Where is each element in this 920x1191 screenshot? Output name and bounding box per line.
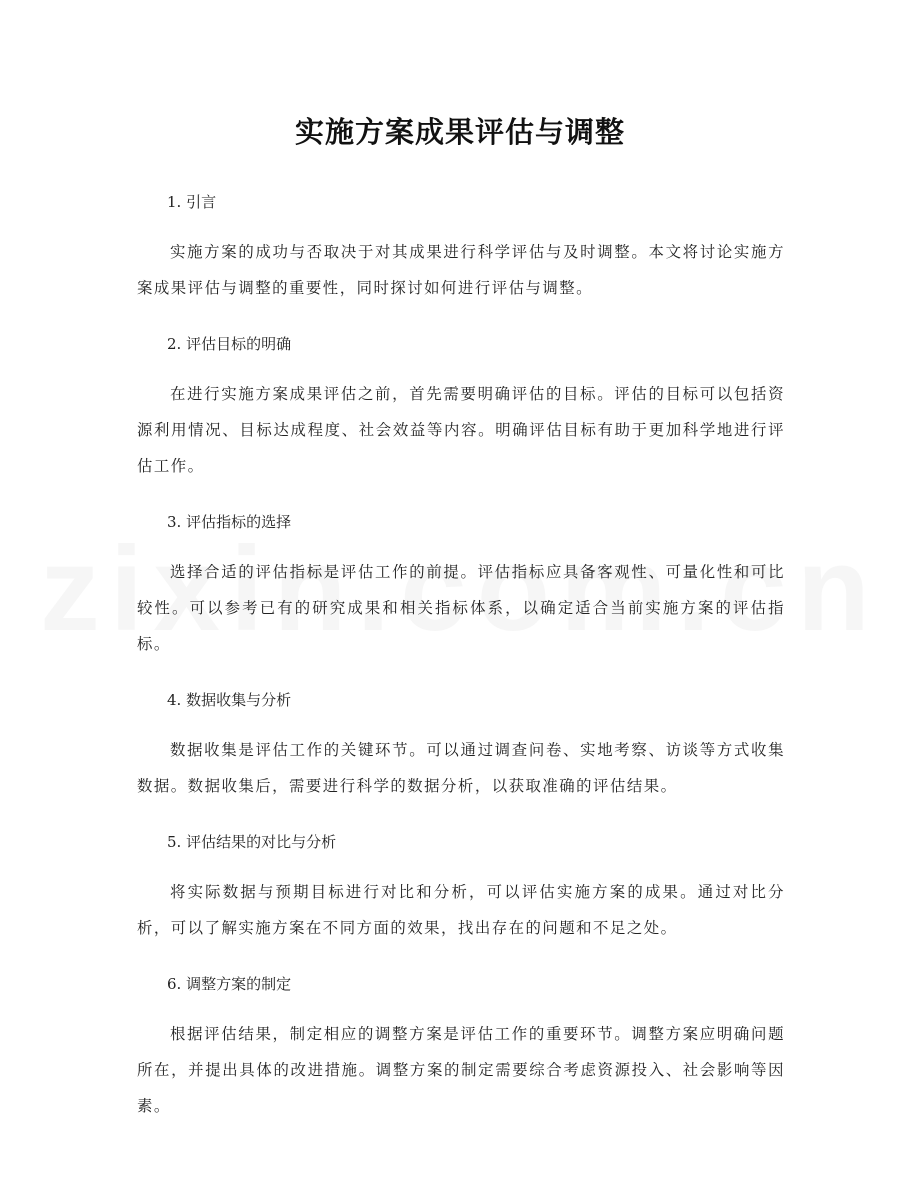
section-heading: 2. 评估目标的明确 [167, 335, 292, 353]
section-heading: 4. 数据收集与分析 [167, 691, 292, 709]
section-heading: 6. 调整方案的制定 [167, 975, 292, 993]
section-adjustment [137, 964, 785, 1124]
section-heading: 3. 评估指标的选择 [167, 513, 292, 531]
section-intro [137, 182, 785, 306]
section-paragraph: 选择合适的评估指标是评估工作的前提。评估指标应具备客观性、可量化性和可比较性。可以参考已有的研究成果和相关指标体系，以确定适合当前实施方案的评估指标。 [137, 563, 785, 653]
section-data [137, 680, 785, 804]
section-indicators [137, 502, 785, 662]
document-body [137, 182, 785, 1142]
section-paragraph: 数据收集是评估工作的关键环节。可以通过调查问卷、实地考察、访谈等方式收集数据。数据收集后，需要进行科学的数据分析，以获取准确的评估结果。 [137, 741, 785, 795]
section-goal [137, 324, 785, 484]
section-paragraph: 实施方案的成功与否取决于对其成果进行科学评估与及时调整。本文将讨论实施方案成果评估与调整的重要性，同时探讨如何进行评估与调整。 [137, 243, 785, 297]
section-heading: 1. 引言 [167, 193, 217, 211]
page-title: 实施方案成果评估与调整 [294, 115, 625, 149]
section-paragraph: 在进行实施方案成果评估之前，首先需要明确评估的目标。评估的目标可以包括资源利用情况、目标达成程度、社会效益等内容。明确评估目标有助于更加科学地进行评估工作。 [137, 385, 785, 475]
section-comparison [137, 822, 785, 946]
section-paragraph: 将实际数据与预期目标进行对比和分析，可以评估实施方案的成果。通过对比分析，可以了解实施方案在不同方面的效果，找出存在的问题和不足之处。 [137, 883, 785, 937]
section-paragraph: 根据评估结果，制定相应的调整方案是评估工作的重要环节。调整方案应明确问题所在，并提出具体的改进措施。调整方案的制定需要综合考虑资源投入、社会影响等因素。 [137, 1025, 785, 1115]
section-heading: 5. 评估结果的对比与分析 [167, 833, 337, 851]
